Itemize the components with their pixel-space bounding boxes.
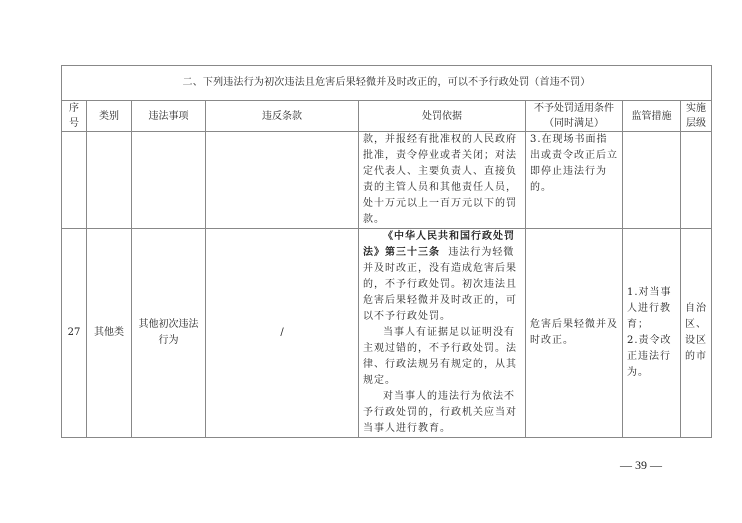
item-cell: 其他初次违法行为 (132, 229, 206, 438)
page-number: — 39 — (620, 458, 662, 472)
header-item: 违法事项 (132, 101, 206, 132)
section-title: 二、下列违法行为初次违法且危害后果轻微并及时改正的，可以不予行政处罚（首违不罚） (62, 66, 712, 101)
seq-cell: 27 (62, 229, 87, 438)
header-level: 实施层级 (681, 101, 712, 132)
header-row (62, 101, 712, 132)
penalty-table (61, 65, 712, 438)
level-cell: 自治区、设区的市 (681, 229, 712, 438)
header-seq: 序号 (62, 101, 87, 132)
clause-cell: / (206, 229, 359, 438)
header-condition: 不予处罚适用条件（同时满足） (526, 101, 623, 132)
table-row (62, 132, 712, 229)
basis-cell: 款，并报经有批准权的人民政府批准，责令停业或者关闭；对法定代表人、主要负责人、直接负责的主管人员和其他责任人员，处十万元以上一百万元以下的罚款。 (359, 132, 526, 229)
header-measure: 监管措施 (623, 101, 681, 132)
category-cell: 其他类 (87, 229, 132, 438)
table-row (62, 229, 712, 438)
basis-cell: 《中华人民共和国行政处罚法》第三十三条 违法行为轻微并及时改正，没有造成危害后果的，不予行政处罚。初次违法且危害后果轻微并及时改正的，可以不予行政处罚。 当事人有证据足以证明没有主观过错的，不予行政处罚。法律、行政法规另有规定的，从其规定。 对当事人的违法行为依法不予行政处罚的，行政机关应当对当事人进行教育。 (359, 229, 526, 438)
measure-cell: 1.对当事人进行教育； 2.责令改正违法行为。 (623, 229, 681, 438)
header-category: 类别 (87, 101, 132, 132)
condition-cell: 3.在现场书面指出或责令改正后立即停止违法行为的。 (526, 132, 623, 229)
header-basis: 处罚依据 (359, 101, 526, 132)
condition-cell: 危害后果轻微并及时改正。 (526, 229, 623, 438)
header-clause: 违反条款 (206, 101, 359, 132)
